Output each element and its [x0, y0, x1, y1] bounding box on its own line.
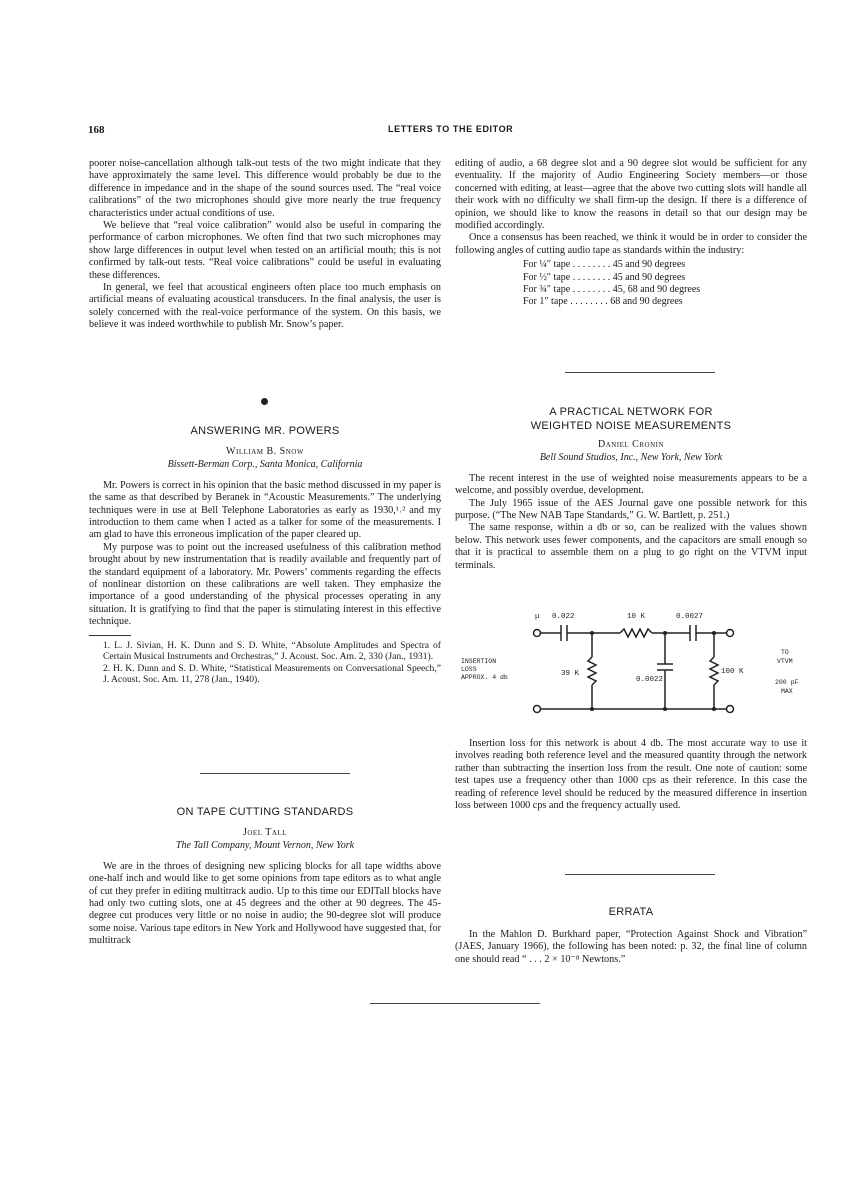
angle-list	[523, 259, 807, 309]
paragraph: We believe that “real voice calibration” would also be useful in comparing the performance of carbon microphones. We often find that two such microphones may show large differences in output level when tested on an artificial mouth; this is not confirmed by talk-out tests. “Real voice calibrations” could be useful in evaluating these differences.	[89, 220, 441, 281]
paragraph: In the Mahlon D. Burkhard paper, “Protection Against Shock and Vibration” (JAES, January 1966), the following has been noted: p. 32, the final line of column one should read “ . . . 2 × 10⁻⁸ Newtons.”	[455, 929, 807, 965]
footnote: 1. L. J. Sivian, H. K. Dunn and S. D. White, “Absolute Amplitudes and Spectra of Certain Musical Instruments and Orchestras,” J. Acoust. Soc. Am. 2, 330 (Jan., 1931).	[103, 639, 441, 663]
list-item: For 1″ tape . . . . . . . . 68 and 90 degrees	[523, 296, 683, 308]
author: Joel Tall	[242, 827, 288, 838]
list-item: For ¾″ tape . . . . . . . . 45, 68 and 90 degrees	[523, 284, 701, 296]
right-note: TO	[781, 649, 789, 656]
errata-section	[455, 905, 807, 966]
section-title-line2: WEIGHTED NOISE MEASUREMENTS	[530, 420, 732, 432]
left-column-continuation	[89, 158, 441, 332]
footnote: 2. H. K. Dunn and S. D. White, “Statistical Measurements on Conversational Speech,” J. Acoust. Soc. Am. 11, 278 (Jan., 1940).	[103, 662, 441, 686]
answering-mr-powers-section	[89, 424, 441, 686]
c1-label: 0.022	[552, 613, 575, 621]
mu-mark: μ	[535, 613, 540, 621]
paragraph: Once a consensus has been reached, we think it would be in order to consider the following angles of cutting audio tape as standards within the industry:	[455, 232, 807, 256]
left-note: LOSS	[461, 666, 477, 673]
r-shunt2-label: 100 K	[721, 668, 744, 676]
paragraph: The July 1965 issue of the AES Journal gave one possible network for this purpose. (“The New NAB Tape Standards,” G. W. Bartlett, p. 251.)	[455, 497, 807, 522]
section-title: A PRACTICAL NETWORK FOR	[549, 406, 713, 418]
paragraph: Insertion loss for this network is about 4 db. The most accurate way to use it involves reading both reference level and the measured quantity through the network rather than subtracting the insertion loss from the result. One note of caution: some test tapes use a frequency other than 1000 cps as their reference. In this case the reading of reference level should be reduced by the measured difference in insertion loss between 1000 cps and the frequency actually used.	[455, 738, 807, 812]
r-shunt1-label: 39 K	[561, 670, 580, 678]
left-note: APPROX. 4 db	[461, 674, 508, 681]
right-note: 200 pF	[775, 679, 799, 686]
paragraph: The recent interest in the use of weighted noise measurements appears to be a welcome, and possibly overdue, development.	[455, 472, 807, 497]
tape-cutting-continuation	[455, 158, 807, 309]
section-title: ANSWERING MR. POWERS	[190, 425, 340, 437]
end-divider	[370, 1003, 540, 1004]
affiliation: The Tall Company, Mount Vernon, New York	[175, 840, 355, 852]
running-title: LETTERS TO THE EDITOR	[388, 124, 514, 134]
c-shunt-label: 0.0022	[636, 676, 664, 684]
section-divider	[565, 874, 715, 875]
paragraph: In general, we feel that acoustical engineers often place too much emphasis on artificial means of evaluating acoustical transducers. In the final analysis, the user is solely concerned with the real-voice performance of the system. On this basis, we believe it was indeed worthwhile to publish Mr. Snow’s paper.	[89, 282, 441, 331]
affiliation: Bell Sound Studios, Inc., New York, New York	[539, 452, 723, 464]
footnote-rule	[89, 635, 131, 636]
section-divider	[565, 372, 715, 373]
paragraph: editing of audio, a 68 degree slot and a 90 degree slot would be sufficient for any eventuality. If the majority of Audio Engineering Society members—or those concerned with editing, at least—agree that the above two cutting slots will handle all their work with no difficulty we shall firm-up the design. If there is a difference of opinion, we should like to know the reasons in detail so that our design may be modified accordingly.	[455, 158, 807, 232]
left-note: INSERTION	[461, 658, 497, 665]
author: William B. Snow	[226, 446, 304, 457]
footnotes	[89, 640, 441, 686]
tape-cutting-section	[89, 805, 441, 948]
section-title: ERRATA	[608, 906, 654, 918]
right-note: MAX	[781, 688, 793, 695]
section-divider	[200, 773, 350, 774]
paragraph: poorer noise-cancellation although talk-out tests of the two might indicate that they have approximately the same level. This difference would probably be due to the difference in impedance and in the shape of the sound sources used. The “real voice calibrations” of the two microphones should give more nearly the true frequency characteristics under actual conditions of use.	[89, 158, 441, 219]
weighted-noise-network-section	[455, 405, 807, 572]
page-number: 168	[88, 124, 105, 136]
right-note: VTVM	[777, 658, 793, 665]
list-item: For ½″ tape . . . . . . . . 45 and 90 degrees	[523, 271, 686, 283]
paragraph: Mr. Powers is correct in his opinion that the basic method discussed in my paper is the same as that described by Beranek in “Acoustic Measurements.” The underlying techniques were in use at Bell Telephone Laboratories as early as 1930,¹˒² and my introduction to them came when I acted as a talker for some of the measurements. I am glad to have this erroneous implication of the paper cleared up.	[89, 479, 441, 541]
r1-label: 10 K	[627, 613, 646, 621]
list-item: For ¼″ tape . . . . . . . . 45 and 90 degrees	[523, 259, 686, 271]
paragraph: My purpose was to point out the increased usefulness of this calibration method brought about by new instrumentation that is readily available and frequently part of the standard equipment of a laboratory. Mr. Powers’ comments regarding the effects of nonlinear distortion on these calibrations are well taken. They emphasize the importance of a good understanding of the physical processes operating in any situation. It is gratifying to find that the paper is stimulating interest in this effective technique.	[89, 541, 441, 628]
c2-label: 0.0027	[676, 613, 704, 621]
paragraph: We are in the throes of designing new splicing blocks for all tape widths above one-half inch and would like to get some opinions from tape editors as to what angle of cut they prefer in editing multitrack audio. Up to this time our EDITall blocks have had only two cutting slots, one at 45 degrees and the other at 90 degrees. The 45-degree cut produces very little or no noise in audio; the 90-degree slot will produce some noise. Various tape editors in New York and Hollywood have suggested that, for multitrack	[89, 860, 441, 947]
paragraph: The same response, within a db or so, can be realized with the values shown below. This network uses fewer components, and the capacitors are small enough so that it is practical to assemble them on a plug to go right on the VTVM input terminals.	[455, 522, 807, 571]
network-after-schematic	[455, 738, 807, 812]
section-title: ON TAPE CUTTING STANDARDS	[176, 806, 354, 818]
author: Daniel Cronin	[597, 439, 665, 450]
network-schematic	[455, 605, 807, 723]
section-separator-dot	[261, 398, 268, 405]
affiliation: Bissett-Berman Corp., Santa Monica, California	[167, 459, 363, 471]
